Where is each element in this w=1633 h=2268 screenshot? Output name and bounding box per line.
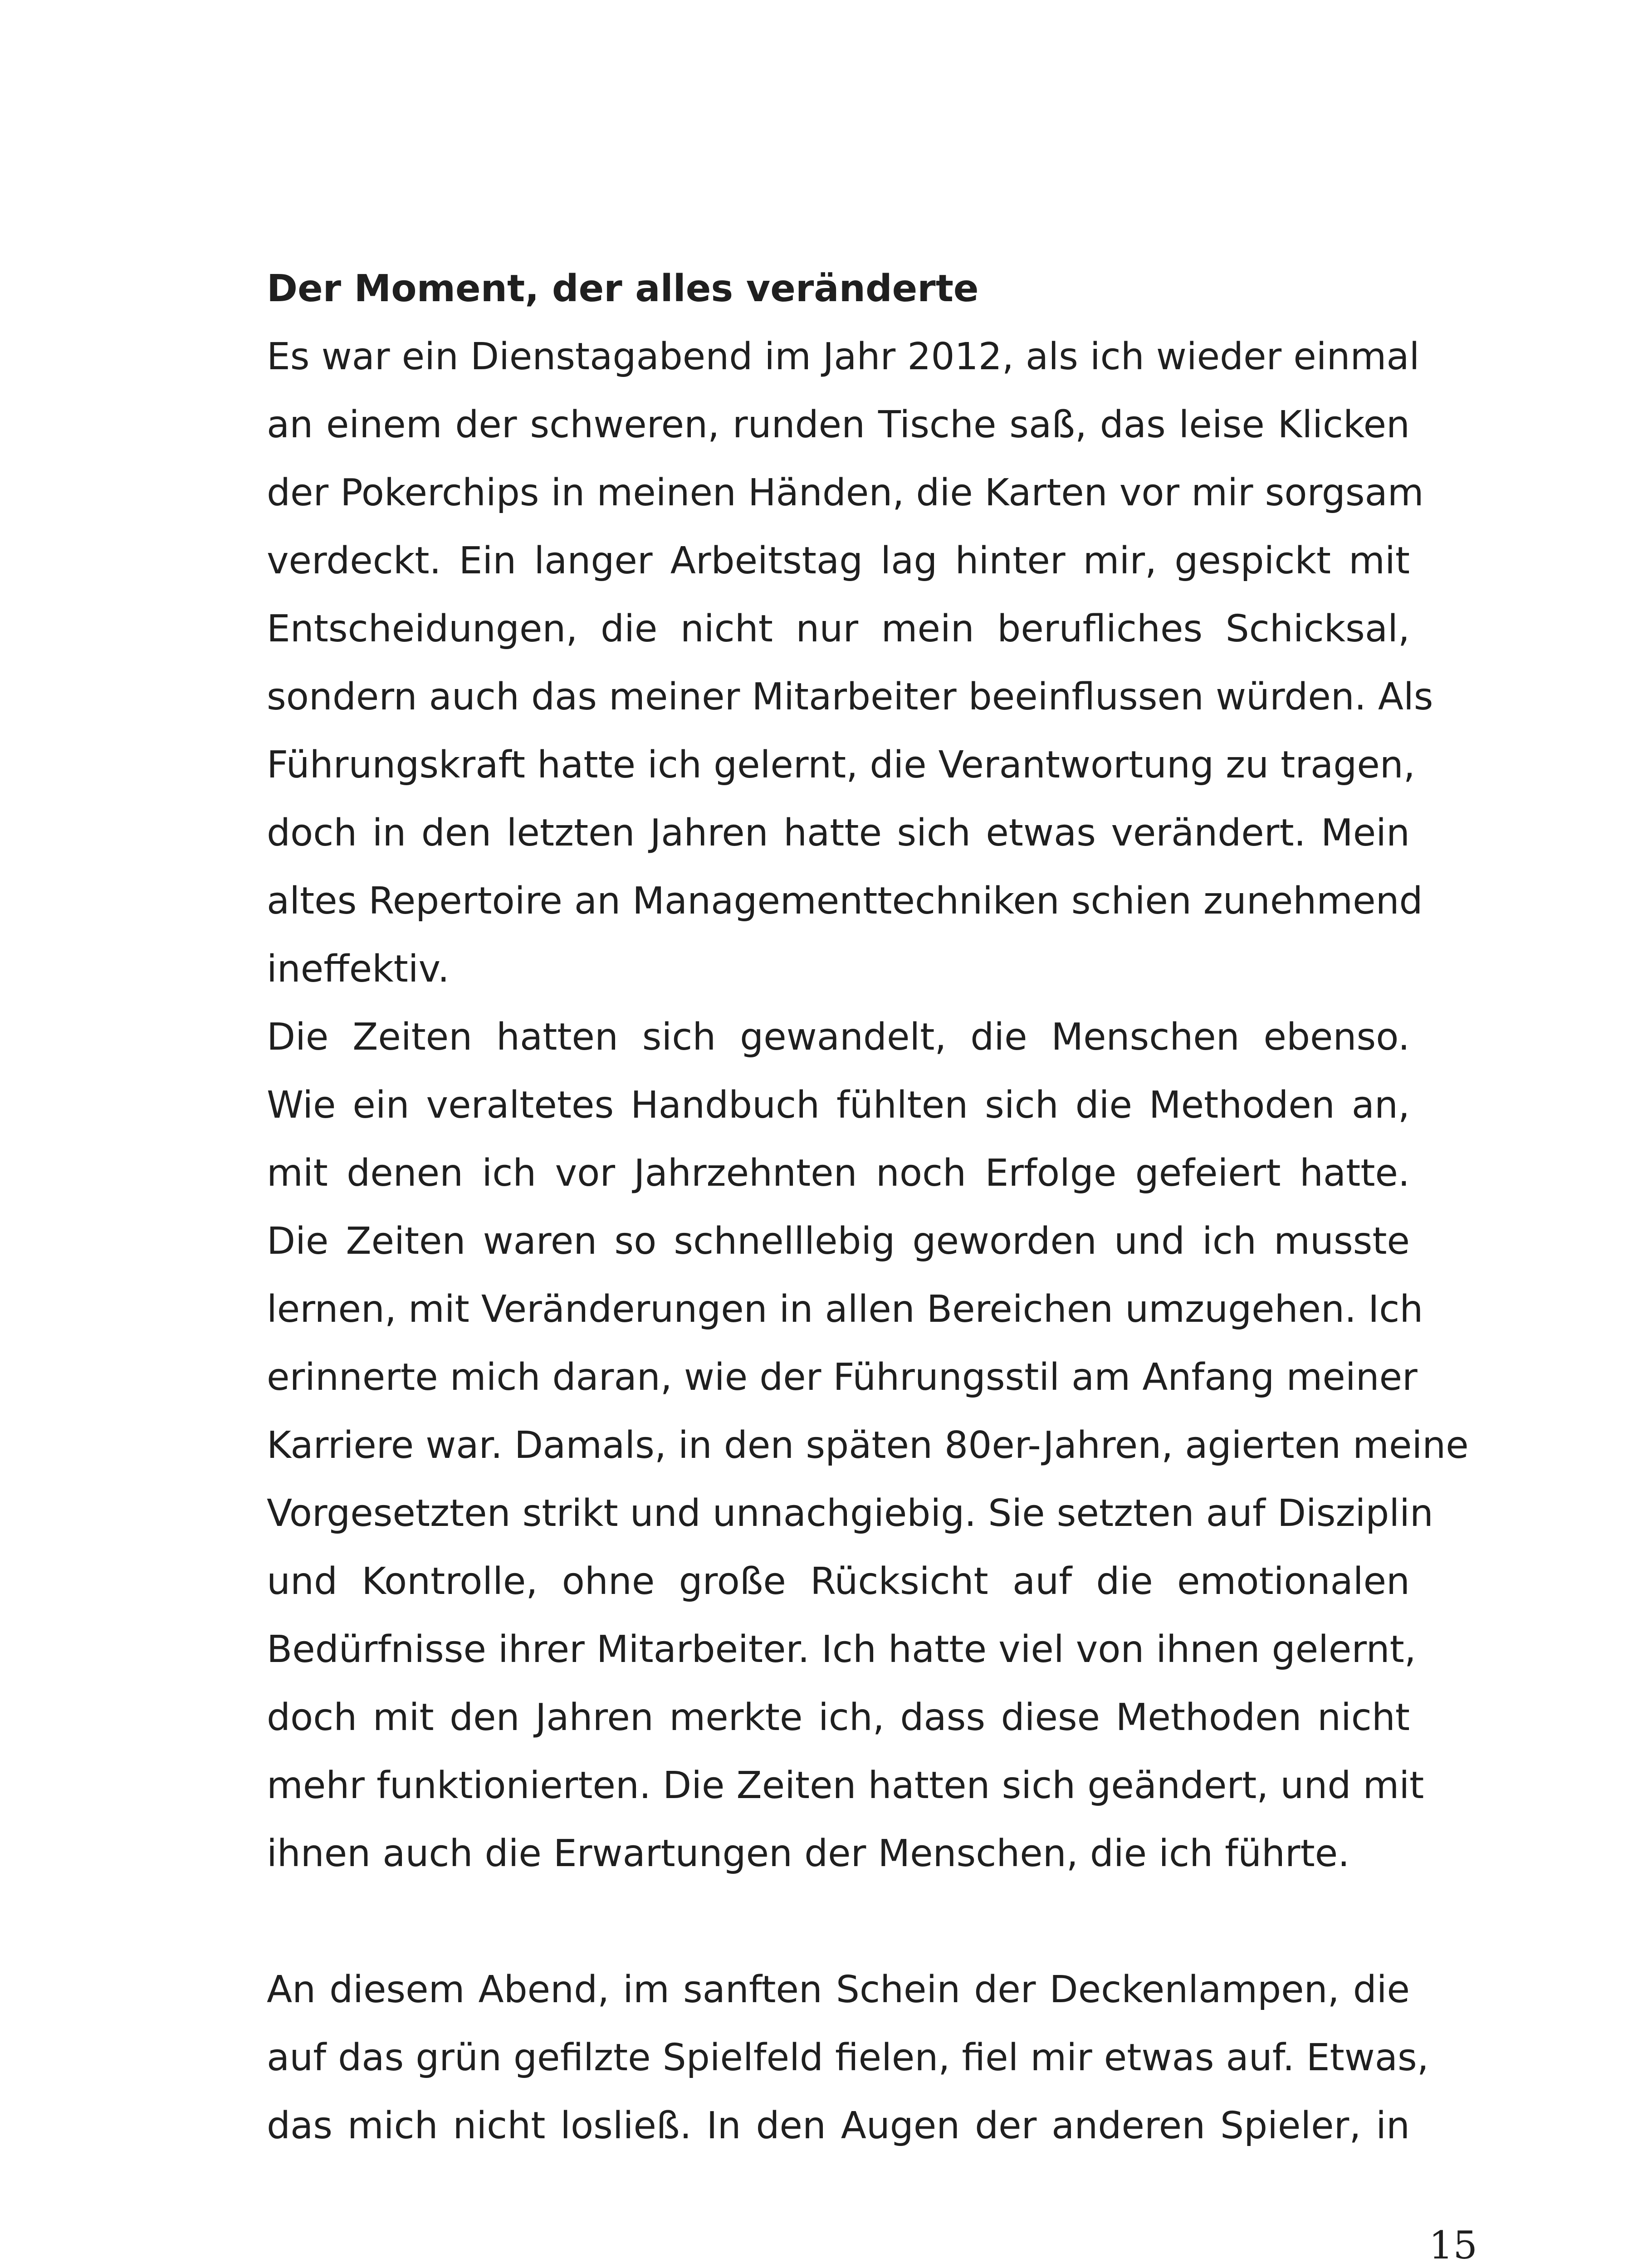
text-line: mehr funktionierten. Die Zeiten hatten sich geändert, und mit bbox=[267, 1764, 1424, 1807]
text-line: der Pokerchips in meinen Händen, die Karten vor mir sorgsam bbox=[267, 471, 1424, 514]
text-line: Wie ein veraltetes Handbuch fühlten sich die Methoden an, bbox=[267, 1084, 1410, 1127]
text-line: auf das grün gefilzte Spielfeld fielen, fiel mir etwas auf. Etwas, bbox=[267, 2036, 1429, 2079]
text-line: An diesem Abend, im sanften Schein der Deckenlampen, die bbox=[267, 1968, 1410, 2011]
text-line: Die Zeiten hatten sich gewandelt, die Menschen ebenso. bbox=[267, 1016, 1410, 1059]
text-line: Karriere war. Damals, in den späten 80er-Jahren, agierten meine bbox=[267, 1424, 1469, 1467]
text-line: verdeckt. Ein langer Arbeitstag lag hinter mir, gespickt mit bbox=[267, 539, 1410, 582]
text-line: Vorgesetzten strikt und unnachgiebig. Sie setzten auf Disziplin bbox=[267, 1492, 1433, 1535]
text-line: erinnerte mich daran, wie der Führungsstil am Anfang meiner bbox=[267, 1356, 1418, 1399]
text-line: doch mit den Jahren merkte ich, dass diese Methoden nicht bbox=[267, 1696, 1410, 1739]
text-line: sondern auch das meiner Mitarbeiter beeinflussen würden. Als bbox=[267, 675, 1433, 719]
text-line: Führungskraft hatte ich gelernt, die Verantwortung zu tragen, bbox=[267, 743, 1415, 787]
text-line: an einem der schweren, runden Tische saß, das leise Klicken bbox=[267, 403, 1410, 446]
body-text bbox=[267, 255, 1469, 2160]
paragraph-2 bbox=[267, 1003, 1469, 1888]
text-line: mit denen ich vor Jahrzehnten noch Erfolge gefeiert hatte. bbox=[267, 1152, 1410, 1195]
page-number: 15 bbox=[1429, 2223, 1477, 2268]
text-line: Entscheidungen, die nicht nur mein berufliches Schicksal, bbox=[267, 607, 1410, 650]
text-line: lernen, mit Veränderungen in allen Bereichen umzugehen. Ich bbox=[267, 1288, 1423, 1331]
text-line: ineffektiv. bbox=[267, 948, 450, 991]
text-line: altes Repertoire an Managementtechniken schien zunehmend bbox=[267, 880, 1423, 923]
text-line: Bedürfnisse ihrer Mitarbeiter. Ich hatte viel von ihnen gelernt, bbox=[267, 1628, 1416, 1671]
text-line: doch in den letzten Jahren hatte sich etwas verändert. Mein bbox=[267, 811, 1410, 855]
text-line: Die Zeiten waren so schnelllebig geworden und ich musste bbox=[267, 1220, 1410, 1263]
text-line: und Kontrolle, ohne große Rücksicht auf die emotionalen bbox=[267, 1560, 1410, 1603]
text-line: Es war ein Dienstagabend im Jahr 2012, als ich wieder einmal bbox=[267, 335, 1420, 378]
text-line: ihnen auch die Erwartungen der Menschen, die ich führte. bbox=[267, 1832, 1350, 1875]
paragraph-3 bbox=[267, 1956, 1429, 2160]
text-line: das mich nicht losließ. In den Augen der anderen Spieler, in bbox=[267, 2104, 1410, 2147]
chapter-heading: Der Moment, der alles veränderte bbox=[267, 267, 979, 310]
paragraph-1 bbox=[267, 323, 1433, 1003]
